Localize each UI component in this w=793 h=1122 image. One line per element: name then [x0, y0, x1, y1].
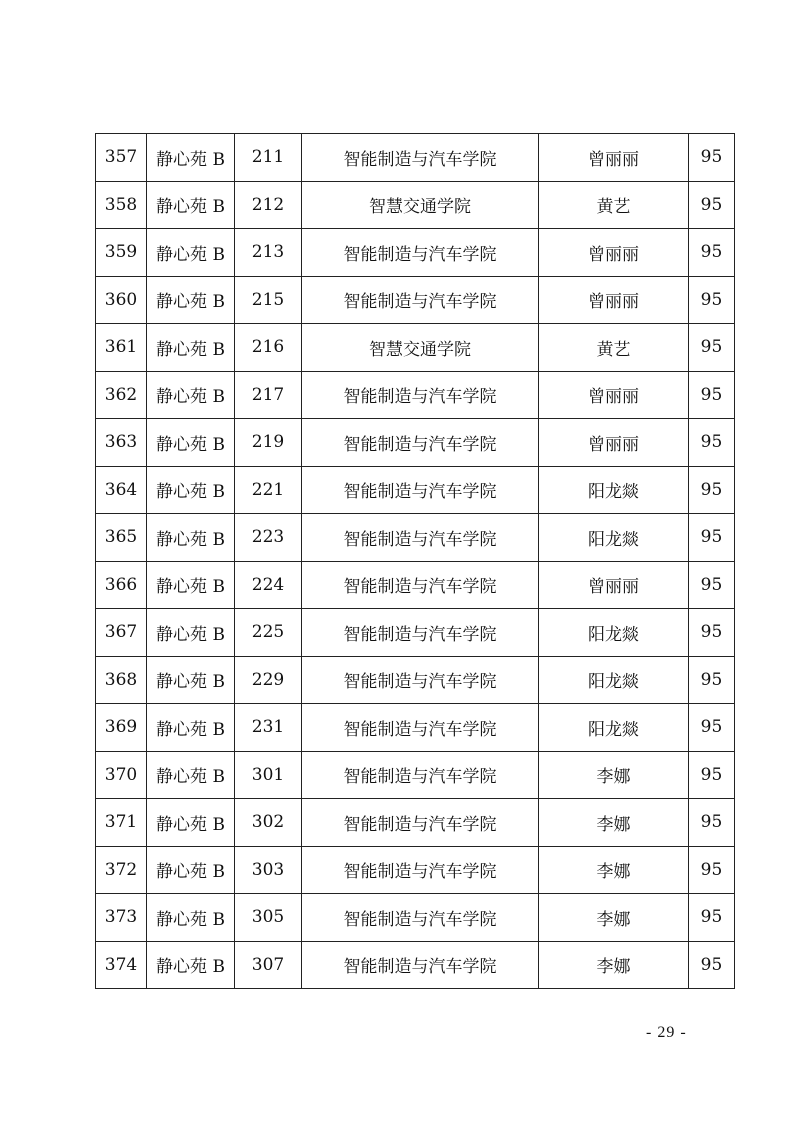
college-cell: 智能制造与汽车学院	[302, 704, 539, 752]
building-cell: 静心苑 B	[147, 894, 235, 942]
building-cell: 静心苑 B	[147, 656, 235, 704]
person-in-charge-cell: 阳龙燚	[539, 514, 689, 562]
score-cell: 95	[689, 181, 735, 229]
room-number-cell: 216	[235, 324, 302, 372]
row-number-cell: 357	[96, 134, 147, 182]
row-number-cell: 370	[96, 751, 147, 799]
score-cell: 95	[689, 799, 735, 847]
table-row	[96, 229, 735, 277]
table-row	[96, 609, 735, 657]
table-row	[96, 181, 735, 229]
college-cell: 智能制造与汽车学院	[302, 419, 539, 467]
table-row	[96, 276, 735, 324]
table-row	[96, 371, 735, 419]
building-cell: 静心苑 B	[147, 371, 235, 419]
building-cell: 静心苑 B	[147, 846, 235, 894]
room-number-cell: 219	[235, 419, 302, 467]
college-cell: 智能制造与汽车学院	[302, 276, 539, 324]
score-cell: 95	[689, 371, 735, 419]
room-number-cell: 215	[235, 276, 302, 324]
row-number-cell: 364	[96, 466, 147, 514]
table-body	[96, 134, 735, 989]
score-cell: 95	[689, 561, 735, 609]
score-cell: 95	[689, 609, 735, 657]
building-cell: 静心苑 B	[147, 134, 235, 182]
room-number-cell: 305	[235, 894, 302, 942]
building-cell: 静心苑 B	[147, 941, 235, 989]
row-number-cell: 369	[96, 704, 147, 752]
room-number-cell: 302	[235, 799, 302, 847]
person-in-charge-cell: 阳龙燚	[539, 609, 689, 657]
person-in-charge-cell: 阳龙燚	[539, 656, 689, 704]
score-cell: 95	[689, 276, 735, 324]
row-number-cell: 374	[96, 941, 147, 989]
college-cell: 智能制造与汽车学院	[302, 561, 539, 609]
score-cell: 95	[689, 134, 735, 182]
building-cell: 静心苑 B	[147, 276, 235, 324]
building-cell: 静心苑 B	[147, 466, 235, 514]
building-cell: 静心苑 B	[147, 181, 235, 229]
person-in-charge-cell: 曾丽丽	[539, 134, 689, 182]
person-in-charge-cell: 李娜	[539, 751, 689, 799]
person-in-charge-cell: 李娜	[539, 799, 689, 847]
row-number-cell: 366	[96, 561, 147, 609]
row-number-cell: 362	[96, 371, 147, 419]
score-cell: 95	[689, 324, 735, 372]
college-cell: 智能制造与汽车学院	[302, 894, 539, 942]
table-row	[96, 799, 735, 847]
row-number-cell: 363	[96, 419, 147, 467]
table-row	[96, 894, 735, 942]
room-number-cell: 221	[235, 466, 302, 514]
table-row	[96, 941, 735, 989]
score-cell: 95	[689, 466, 735, 514]
college-cell: 智能制造与汽车学院	[302, 799, 539, 847]
dormitory-score-table	[95, 133, 735, 989]
score-cell: 95	[689, 894, 735, 942]
college-cell: 智能制造与汽车学院	[302, 466, 539, 514]
score-cell: 95	[689, 704, 735, 752]
score-cell: 95	[689, 751, 735, 799]
row-number-cell: 372	[96, 846, 147, 894]
room-number-cell: 212	[235, 181, 302, 229]
row-number-cell: 368	[96, 656, 147, 704]
college-cell: 智能制造与汽车学院	[302, 609, 539, 657]
person-in-charge-cell: 曾丽丽	[539, 229, 689, 277]
building-cell: 静心苑 B	[147, 514, 235, 562]
table-row	[96, 514, 735, 562]
table-row	[96, 751, 735, 799]
room-number-cell: 301	[235, 751, 302, 799]
table-row	[96, 419, 735, 467]
room-number-cell: 217	[235, 371, 302, 419]
room-number-cell: 229	[235, 656, 302, 704]
room-number-cell: 213	[235, 229, 302, 277]
person-in-charge-cell: 李娜	[539, 941, 689, 989]
score-cell: 95	[689, 846, 735, 894]
row-number-cell: 365	[96, 514, 147, 562]
table-row	[96, 846, 735, 894]
table-row	[96, 134, 735, 182]
college-cell: 智能制造与汽车学院	[302, 656, 539, 704]
person-in-charge-cell: 曾丽丽	[539, 419, 689, 467]
row-number-cell: 360	[96, 276, 147, 324]
room-number-cell: 231	[235, 704, 302, 752]
person-in-charge-cell: 阳龙燚	[539, 704, 689, 752]
college-cell: 智能制造与汽车学院	[302, 846, 539, 894]
college-cell: 智能制造与汽车学院	[302, 371, 539, 419]
row-number-cell: 371	[96, 799, 147, 847]
score-cell: 95	[689, 514, 735, 562]
table-row	[96, 324, 735, 372]
building-cell: 静心苑 B	[147, 704, 235, 752]
page-number: - 29 -	[646, 1024, 687, 1041]
building-cell: 静心苑 B	[147, 561, 235, 609]
row-number-cell: 361	[96, 324, 147, 372]
college-cell: 智能制造与汽车学院	[302, 751, 539, 799]
room-number-cell: 211	[235, 134, 302, 182]
score-cell: 95	[689, 941, 735, 989]
table-row	[96, 561, 735, 609]
college-cell: 智能制造与汽车学院	[302, 134, 539, 182]
college-cell: 智慧交通学院	[302, 324, 539, 372]
row-number-cell: 367	[96, 609, 147, 657]
person-in-charge-cell: 曾丽丽	[539, 561, 689, 609]
person-in-charge-cell: 李娜	[539, 894, 689, 942]
person-in-charge-cell: 曾丽丽	[539, 276, 689, 324]
person-in-charge-cell: 黄艺	[539, 181, 689, 229]
table-row	[96, 704, 735, 752]
table-row	[96, 656, 735, 704]
room-number-cell: 224	[235, 561, 302, 609]
row-number-cell: 373	[96, 894, 147, 942]
college-cell: 智慧交通学院	[302, 181, 539, 229]
room-number-cell: 307	[235, 941, 302, 989]
room-number-cell: 303	[235, 846, 302, 894]
building-cell: 静心苑 B	[147, 419, 235, 467]
college-cell: 智能制造与汽车学院	[302, 229, 539, 277]
room-number-cell: 225	[235, 609, 302, 657]
building-cell: 静心苑 B	[147, 229, 235, 277]
person-in-charge-cell: 曾丽丽	[539, 371, 689, 419]
college-cell: 智能制造与汽车学院	[302, 941, 539, 989]
person-in-charge-cell: 阳龙燚	[539, 466, 689, 514]
room-number-cell: 223	[235, 514, 302, 562]
table-row	[96, 466, 735, 514]
building-cell: 静心苑 B	[147, 751, 235, 799]
building-cell: 静心苑 B	[147, 799, 235, 847]
row-number-cell: 359	[96, 229, 147, 277]
person-in-charge-cell: 李娜	[539, 846, 689, 894]
college-cell: 智能制造与汽车学院	[302, 514, 539, 562]
row-number-cell: 358	[96, 181, 147, 229]
score-cell: 95	[689, 419, 735, 467]
person-in-charge-cell: 黄艺	[539, 324, 689, 372]
building-cell: 静心苑 B	[147, 609, 235, 657]
building-cell: 静心苑 B	[147, 324, 235, 372]
score-cell: 95	[689, 656, 735, 704]
score-cell: 95	[689, 229, 735, 277]
